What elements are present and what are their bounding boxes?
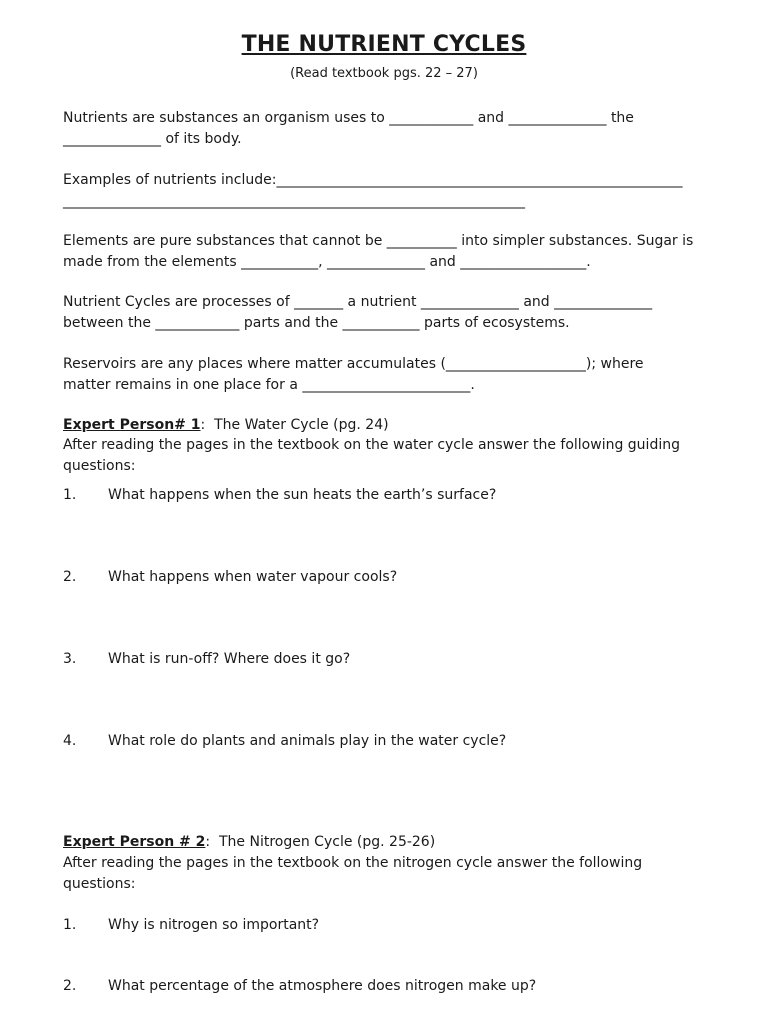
nutrients-definition: Nutrients are substances an organism uses to ____________ and ______________ the ______________ of its body. — [63, 110, 634, 147]
question-text: What is run-off? Where does it go? — [108, 651, 351, 667]
elements-definition: Elements are pure substances that cannot be __________ into simpler substances. Sugar is made from the elements ___________, ______________ and __________________. — [63, 233, 694, 270]
question-text: What happens when water vapour cools? — [108, 569, 398, 585]
expert1-heading — [63, 415, 711, 436]
question-number: 2. — [63, 569, 77, 585]
question-number: 1. — [63, 917, 77, 933]
expert1-intro: After reading the pages in the textbook on the water cycle answer the following guiding questions: — [63, 437, 680, 474]
expert2-heading — [63, 832, 711, 853]
question-text: What role do plants and animals play in the water cycle? — [108, 733, 507, 749]
nutrient-cycles-definition: Nutrient Cycles are processes of _______ a nutrient ______________ and ______________ between the ____________ parts and the ___________ parts of ecosystems. — [63, 294, 653, 331]
reading-reference: (Read textbook pgs. 22 – 27) — [290, 66, 478, 81]
question-text: Why is nitrogen so important? — [108, 917, 320, 933]
page-title: THE NUTRIENT CYCLES — [241, 32, 527, 57]
question-text: What happens when the sun heats the earth’s surface? — [108, 487, 497, 503]
question-text: What percentage of the atmosphere does nitrogen make up? — [108, 978, 537, 994]
expert2-label: Expert Person # 2 — [63, 834, 206, 850]
nutrient-examples: Examples of nutrients include:__________________________________________________________ __________________________________________________________________ — [63, 172, 683, 209]
question-number: 2. — [63, 978, 77, 994]
reservoirs-definition: Reservoirs are any places where matter accumulates (____________________); where matter remains in one place for a ________________________. — [63, 356, 644, 393]
expert1-topic: : The Water Cycle (pg. 24) — [200, 417, 389, 433]
question-number: 1. — [63, 487, 77, 503]
expert2-intro: After reading the pages in the textbook on the nitrogen cycle answer the following questions: — [63, 855, 643, 892]
expert1-label: Expert Person# 1 — [63, 417, 201, 433]
question-number: 4. — [63, 733, 77, 749]
expert2-topic: : The Nitrogen Cycle (pg. 25-26) — [205, 834, 436, 850]
question-number: 3. — [63, 651, 77, 667]
